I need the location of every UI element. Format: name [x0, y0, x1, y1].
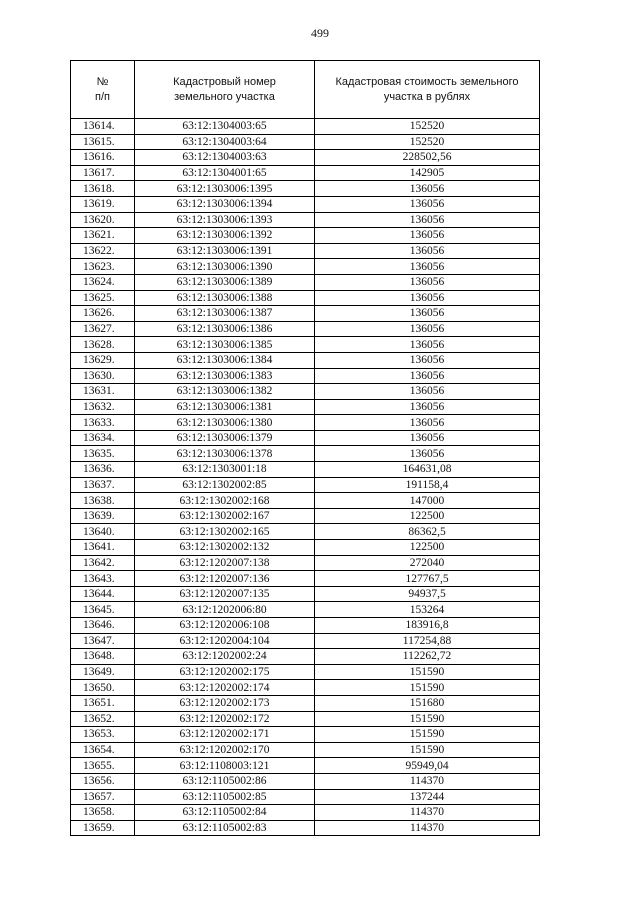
cadastral-number-cell: 63:12:1202002:174: [135, 680, 315, 696]
table-row: [71, 711, 540, 727]
row-number-cell: 13657.: [71, 789, 135, 805]
cadastral-value-cell: 151590: [315, 742, 540, 758]
row-number-cell: 13625.: [71, 290, 135, 306]
cadastral-number-cell: 63:12:1303006:1392: [135, 228, 315, 244]
cadastral-value-cell: 164631,08: [315, 462, 540, 478]
row-number-cell: 13617.: [71, 165, 135, 181]
table-row: [71, 415, 540, 431]
table-row: [71, 384, 540, 400]
table-row: [71, 150, 540, 166]
cadastral-number-cell: 63:12:1105002:84: [135, 805, 315, 821]
table-row: [71, 165, 540, 181]
cadastral-number-cell: 63:12:1303006:1394: [135, 196, 315, 212]
cadastral-value-cell: 136056: [315, 430, 540, 446]
row-number-cell: 13633.: [71, 415, 135, 431]
row-number-cell: 13654.: [71, 742, 135, 758]
row-number-cell: 13645.: [71, 602, 135, 618]
cadastral-value-cell: 136056: [315, 196, 540, 212]
page-number: 499: [311, 26, 329, 40]
cadastral-value-cell: 122500: [315, 508, 540, 524]
row-number-cell: 13642.: [71, 555, 135, 571]
table-row: [71, 119, 540, 135]
table-row: [71, 664, 540, 680]
cadastral-number-cell: 63:12:1202002:172: [135, 711, 315, 727]
row-number-cell: 13616.: [71, 150, 135, 166]
cadastral-number-cell: 63:12:1303006:1380: [135, 415, 315, 431]
cadastral-value-cell: 137244: [315, 789, 540, 805]
row-number-cell: 13658.: [71, 805, 135, 821]
row-number-cell: 13643.: [71, 571, 135, 587]
row-number-cell: 13646.: [71, 618, 135, 634]
row-number-cell: 13649.: [71, 664, 135, 680]
header-cadastral-number: Кадастровый номер земельного участка: [135, 61, 315, 119]
cadastral-number-cell: 63:12:1303006:1385: [135, 337, 315, 353]
cadastral-value-cell: 136056: [315, 274, 540, 290]
row-number-cell: 13615.: [71, 134, 135, 150]
row-number-cell: 13621.: [71, 228, 135, 244]
table-row: [71, 352, 540, 368]
cadastral-number-cell: 63:12:1303006:1381: [135, 399, 315, 415]
table-row: [71, 306, 540, 322]
row-number-cell: 13638.: [71, 493, 135, 509]
cadastral-number-cell: 63:12:1304003:64: [135, 134, 315, 150]
table-row: [71, 695, 540, 711]
cadastral-value-cell: 95949,04: [315, 758, 540, 774]
cadastral-value-cell: 151680: [315, 695, 540, 711]
cadastral-number-cell: 63:12:1303001:18: [135, 462, 315, 478]
row-number-cell: 13656.: [71, 773, 135, 789]
row-number-cell: 13648.: [71, 649, 135, 665]
row-number-cell: 13622.: [71, 243, 135, 259]
row-number-cell: 13627.: [71, 321, 135, 337]
row-number-cell: 13636.: [71, 462, 135, 478]
cadastral-number-cell: 63:12:1105002:83: [135, 820, 315, 836]
row-number-cell: 13619.: [71, 196, 135, 212]
cadastral-value-cell: 117254,88: [315, 633, 540, 649]
row-number-cell: 13640.: [71, 524, 135, 540]
row-number-cell: 13631.: [71, 384, 135, 400]
table-row: [71, 773, 540, 789]
table-row: [71, 571, 540, 587]
cadastral-value-cell: 151590: [315, 727, 540, 743]
cadastral-number-cell: 63:12:1303006:1389: [135, 274, 315, 290]
table-row: [71, 321, 540, 337]
cadastral-number-cell: 63:12:1304003:65: [135, 119, 315, 135]
cadastral-value-cell: 114370: [315, 805, 540, 821]
table-row: [71, 446, 540, 462]
cadastral-value-cell: 152520: [315, 119, 540, 135]
cadastral-number-cell: 63:12:1303006:1393: [135, 212, 315, 228]
row-number-cell: 13620.: [71, 212, 135, 228]
row-number-cell: 13632.: [71, 399, 135, 415]
table-row: [71, 477, 540, 493]
table-row: [71, 618, 540, 634]
cadastral-value-cell: 94937,5: [315, 586, 540, 602]
cadastral-value-cell: 136056: [315, 399, 540, 415]
cadastral-number-cell: 63:12:1304003:63: [135, 150, 315, 166]
table-row: [71, 805, 540, 821]
cadastral-value-cell: 112262,72: [315, 649, 540, 665]
table-row: [71, 508, 540, 524]
cadastral-value-cell: 86362,5: [315, 524, 540, 540]
cadastral-number-cell: 63:12:1202002:24: [135, 649, 315, 665]
cadastral-value-cell: 136056: [315, 259, 540, 275]
cadastral-value-cell: 147000: [315, 493, 540, 509]
cadastral-value-cell: 136056: [315, 415, 540, 431]
table-row: [71, 368, 540, 384]
row-number-cell: 13624.: [71, 274, 135, 290]
table-row: [71, 228, 540, 244]
row-number-cell: 13614.: [71, 119, 135, 135]
table-row: [71, 820, 540, 836]
table-row: [71, 134, 540, 150]
row-number-cell: 13635.: [71, 446, 135, 462]
cadastral-value-cell: 228502,56: [315, 150, 540, 166]
cadastral-value-cell: 136056: [315, 306, 540, 322]
cadastral-value-cell: 142905: [315, 165, 540, 181]
row-number-cell: 13630.: [71, 368, 135, 384]
cadastral-value-cell: 151590: [315, 680, 540, 696]
cadastral-number-cell: 63:12:1303006:1387: [135, 306, 315, 322]
table-row: [71, 680, 540, 696]
cadastral-value-cell: 152520: [315, 134, 540, 150]
cadastral-value-cell: 272040: [315, 555, 540, 571]
row-number-cell: 13626.: [71, 306, 135, 322]
table-row: [71, 181, 540, 197]
cadastral-number-cell: 63:12:1302002:168: [135, 493, 315, 509]
cadastral-value-cell: 122500: [315, 540, 540, 556]
table-row: [71, 540, 540, 556]
table-row: [71, 430, 540, 446]
table-row: [71, 337, 540, 353]
cadastral-number-cell: 63:12:1302002:165: [135, 524, 315, 540]
cadastral-number-cell: 63:12:1303006:1379: [135, 430, 315, 446]
cadastral-number-cell: 63:12:1302002:167: [135, 508, 315, 524]
row-number-cell: 13629.: [71, 352, 135, 368]
row-number-cell: 13618.: [71, 181, 135, 197]
cadastral-value-cell: 136056: [315, 290, 540, 306]
cadastral-value-cell: 114370: [315, 773, 540, 789]
row-number-cell: 13655.: [71, 758, 135, 774]
table-row: [71, 586, 540, 602]
cadastral-number-cell: 63:12:1202006:80: [135, 602, 315, 618]
table-row: [71, 493, 540, 509]
cadastral-number-cell: 63:12:1202002:173: [135, 695, 315, 711]
table-row: [71, 212, 540, 228]
cadastral-value-cell: 191158,4: [315, 477, 540, 493]
table-row: [71, 399, 540, 415]
table-row: [71, 789, 540, 805]
cadastral-value-cell: 127767,5: [315, 571, 540, 587]
row-number-cell: 13623.: [71, 259, 135, 275]
cadastral-value-cell: 153264: [315, 602, 540, 618]
cadastral-number-cell: 63:12:1303006:1378: [135, 446, 315, 462]
row-number-cell: 13647.: [71, 633, 135, 649]
table-row: [71, 524, 540, 540]
cadastral-number-cell: 63:12:1303006:1382: [135, 384, 315, 400]
cadastral-value-cell: 183916,8: [315, 618, 540, 634]
cadastral-value-cell: 136056: [315, 337, 540, 353]
header-row-number: № п/п: [71, 61, 135, 119]
row-number-cell: 13634.: [71, 430, 135, 446]
table-row: [71, 633, 540, 649]
row-number-cell: 13639.: [71, 508, 135, 524]
row-number-cell: 13637.: [71, 477, 135, 493]
row-number-cell: 13651.: [71, 695, 135, 711]
cadastral-value-cell: 136056: [315, 321, 540, 337]
cadastral-value-cell: 136056: [315, 368, 540, 384]
cadastral-value-cell: 136056: [315, 181, 540, 197]
cadastral-number-cell: 63:12:1202007:135: [135, 586, 315, 602]
table-row: [71, 727, 540, 743]
table-row: [71, 259, 540, 275]
cadastral-number-cell: 63:12:1108003:121: [135, 758, 315, 774]
cadastral-number-cell: 63:12:1303006:1395: [135, 181, 315, 197]
cadastral-value-cell: 136056: [315, 212, 540, 228]
header-cadastral-value: Кадастровая стоимость земельного участка в рублях: [315, 61, 540, 119]
cadastral-number-cell: 63:12:1202007:136: [135, 571, 315, 587]
cadastral-number-cell: 63:12:1202006:108: [135, 618, 315, 634]
cadastral-number-cell: 63:12:1302002:132: [135, 540, 315, 556]
table-header-row: [71, 61, 540, 119]
cadastral-number-cell: 63:12:1105002:86: [135, 773, 315, 789]
cadastral-number-cell: 63:12:1302002:85: [135, 477, 315, 493]
table-row: [71, 290, 540, 306]
table-row: [71, 602, 540, 618]
cadastral-number-cell: 63:12:1202004:104: [135, 633, 315, 649]
cadastral-number-cell: 63:12:1304001:65: [135, 165, 315, 181]
cadastral-number-cell: 63:12:1202002:171: [135, 727, 315, 743]
cadastral-number-cell: 63:12:1303006:1390: [135, 259, 315, 275]
table-row: [71, 196, 540, 212]
cadastral-number-cell: 63:12:1202002:175: [135, 664, 315, 680]
cadastral-number-cell: 63:12:1202002:170: [135, 742, 315, 758]
cadastral-value-cell: 136056: [315, 228, 540, 244]
row-number-cell: 13653.: [71, 727, 135, 743]
cadastral-number-cell: 63:12:1303006:1384: [135, 352, 315, 368]
table-row: [71, 243, 540, 259]
row-number-cell: 13641.: [71, 540, 135, 556]
cadastral-number-cell: 63:12:1303006:1383: [135, 368, 315, 384]
table-row: [71, 555, 540, 571]
cadastral-value-cell: 136056: [315, 446, 540, 462]
row-number-cell: 13659.: [71, 820, 135, 836]
table-row: [71, 742, 540, 758]
cadastral-number-cell: 63:12:1303006:1386: [135, 321, 315, 337]
table-row: [71, 649, 540, 665]
cadastral-value-cell: 136056: [315, 384, 540, 400]
row-number-cell: 13628.: [71, 337, 135, 353]
table-row: [71, 462, 540, 478]
cadastral-value-cell: 151590: [315, 664, 540, 680]
cadastral-value-cell: 151590: [315, 711, 540, 727]
row-number-cell: 13644.: [71, 586, 135, 602]
table-row: [71, 758, 540, 774]
cadastral-number-cell: 63:12:1202007:138: [135, 555, 315, 571]
row-number-cell: 13652.: [71, 711, 135, 727]
cadastral-value-cell: 136056: [315, 352, 540, 368]
row-number-cell: 13650.: [71, 680, 135, 696]
table-row: [71, 274, 540, 290]
cadastral-number-cell: 63:12:1303006:1391: [135, 243, 315, 259]
cadastral-value-cell: 114370: [315, 820, 540, 836]
cadastral-value-table: [70, 60, 540, 836]
cadastral-number-cell: 63:12:1105002:85: [135, 789, 315, 805]
cadastral-number-cell: 63:12:1303006:1388: [135, 290, 315, 306]
cadastral-value-cell: 136056: [315, 243, 540, 259]
